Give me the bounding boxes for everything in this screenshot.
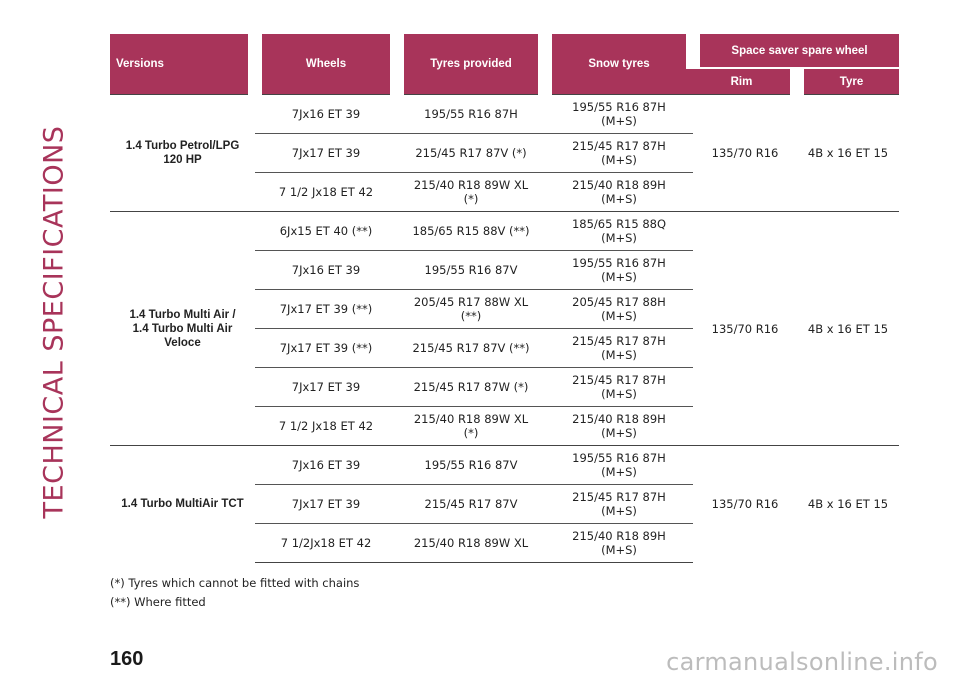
wheels-cell: 7 1/2Jx18 ET 42	[255, 524, 397, 563]
version-name: 1.4 Turbo Multi Air / 1.4 Turbo Multi Air Veloce	[110, 212, 255, 446]
header-tyres-provided: Tyres provided	[397, 34, 545, 95]
header-wheels: Wheels	[255, 34, 397, 95]
tyres-provided-cell: 185/65 R15 88V (**)	[397, 212, 545, 251]
tyres-provided-cell: 215/45 R17 87W (*)	[397, 368, 545, 407]
footnote-where-fitted: (**) Where fitted	[110, 595, 206, 609]
snow-tyres-cell: 195/55 R16 87H (M+S)	[545, 251, 693, 290]
spare-rim-cell: 135/70 R16	[693, 212, 797, 446]
wheels-cell: 7 1/2 Jx18 ET 42	[255, 173, 397, 212]
header-rim: Rim	[693, 68, 797, 95]
tyres-provided-cell: 195/55 R16 87V	[397, 446, 545, 485]
tyres-provided-cell: 215/45 R17 87V (*)	[397, 134, 545, 173]
wheels-cell: 6Jx15 ET 40 (**)	[255, 212, 397, 251]
snow-tyres-cell: 185/65 R15 88Q (M+S)	[545, 212, 693, 251]
tyres-provided-cell: 215/40 R18 89W XL	[397, 524, 545, 563]
tyres-provided-cell: 215/45 R17 87V (**)	[397, 329, 545, 368]
header-tyre: Tyre	[797, 68, 899, 95]
page-number: 160	[110, 648, 144, 670]
table-row	[110, 95, 899, 134]
header-snow-tyres: Snow tyres	[545, 34, 693, 95]
spare-tyre-cell: 4B x 16 ET 15	[797, 446, 899, 563]
wheels-cell: 7Jx16 ET 39	[255, 95, 397, 134]
snow-tyres-cell: 215/45 R17 87H (M+S)	[545, 134, 693, 173]
wheels-cell: 7Jx17 ET 39	[255, 368, 397, 407]
tyre-spec-table	[110, 34, 899, 563]
wheels-cell: 7Jx16 ET 39	[255, 251, 397, 290]
snow-tyres-cell: 215/40 R18 89H (M+S)	[545, 407, 693, 446]
wheels-cell: 7Jx17 ET 39	[255, 485, 397, 524]
version-group	[110, 212, 899, 446]
table-row	[110, 212, 899, 251]
wheels-cell: 7Jx17 ET 39 (**)	[255, 290, 397, 329]
version-group	[110, 446, 899, 563]
snow-tyres-cell: 195/55 R16 87H (M+S)	[545, 95, 693, 134]
footnote-chains: (*) Tyres which cannot be fitted with chains	[110, 576, 360, 590]
wheels-cell: 7Jx17 ET 39	[255, 134, 397, 173]
header-space-saver: Space saver spare wheel	[693, 34, 899, 68]
table-row	[110, 446, 899, 485]
spare-rim-cell: 135/70 R16	[693, 446, 797, 563]
version-name: 1.4 Turbo MultiAir TCT	[110, 446, 255, 563]
tyres-provided-cell: 215/40 R18 89W XL (*)	[397, 173, 545, 212]
snow-tyres-cell: 215/45 R17 87H (M+S)	[545, 329, 693, 368]
section-side-title-text: TECHNICAL SPECIFICATIONS	[38, 125, 70, 519]
snow-tyres-cell: 215/40 R18 89H (M+S)	[545, 173, 693, 212]
table-header	[110, 34, 899, 95]
spare-tyre-cell: 4B x 16 ET 15	[797, 95, 899, 212]
tyres-provided-cell: 215/40 R18 89W XL (*)	[397, 407, 545, 446]
watermark: carmanualsonline.info	[666, 648, 938, 676]
snow-tyres-cell: 215/45 R17 87H (M+S)	[545, 368, 693, 407]
footnotes	[110, 574, 359, 612]
snow-tyres-cell: 195/55 R16 87H (M+S)	[545, 446, 693, 485]
tyres-provided-cell: 195/55 R16 87V	[397, 251, 545, 290]
spare-rim-cell: 135/70 R16	[693, 95, 797, 212]
header-versions: Versions	[110, 34, 255, 95]
wheels-cell: 7Jx16 ET 39	[255, 446, 397, 485]
wheels-cell: 7Jx17 ET 39 (**)	[255, 329, 397, 368]
tyres-provided-cell: 195/55 R16 87H	[397, 95, 545, 134]
version-name: 1.4 Turbo Petrol/LPG 120 HP	[110, 95, 255, 212]
spare-tyre-cell: 4B x 16 ET 15	[797, 212, 899, 446]
wheels-cell: 7 1/2 Jx18 ET 42	[255, 407, 397, 446]
tyres-provided-cell: 215/45 R17 87V	[397, 485, 545, 524]
snow-tyres-cell: 215/40 R18 89H (M+S)	[545, 524, 693, 563]
version-group	[110, 95, 899, 212]
snow-tyres-cell: 215/45 R17 87H (M+S)	[545, 485, 693, 524]
snow-tyres-cell: 205/45 R17 88H (M+S)	[545, 290, 693, 329]
tyres-provided-cell: 205/45 R17 88W XL (**)	[397, 290, 545, 329]
